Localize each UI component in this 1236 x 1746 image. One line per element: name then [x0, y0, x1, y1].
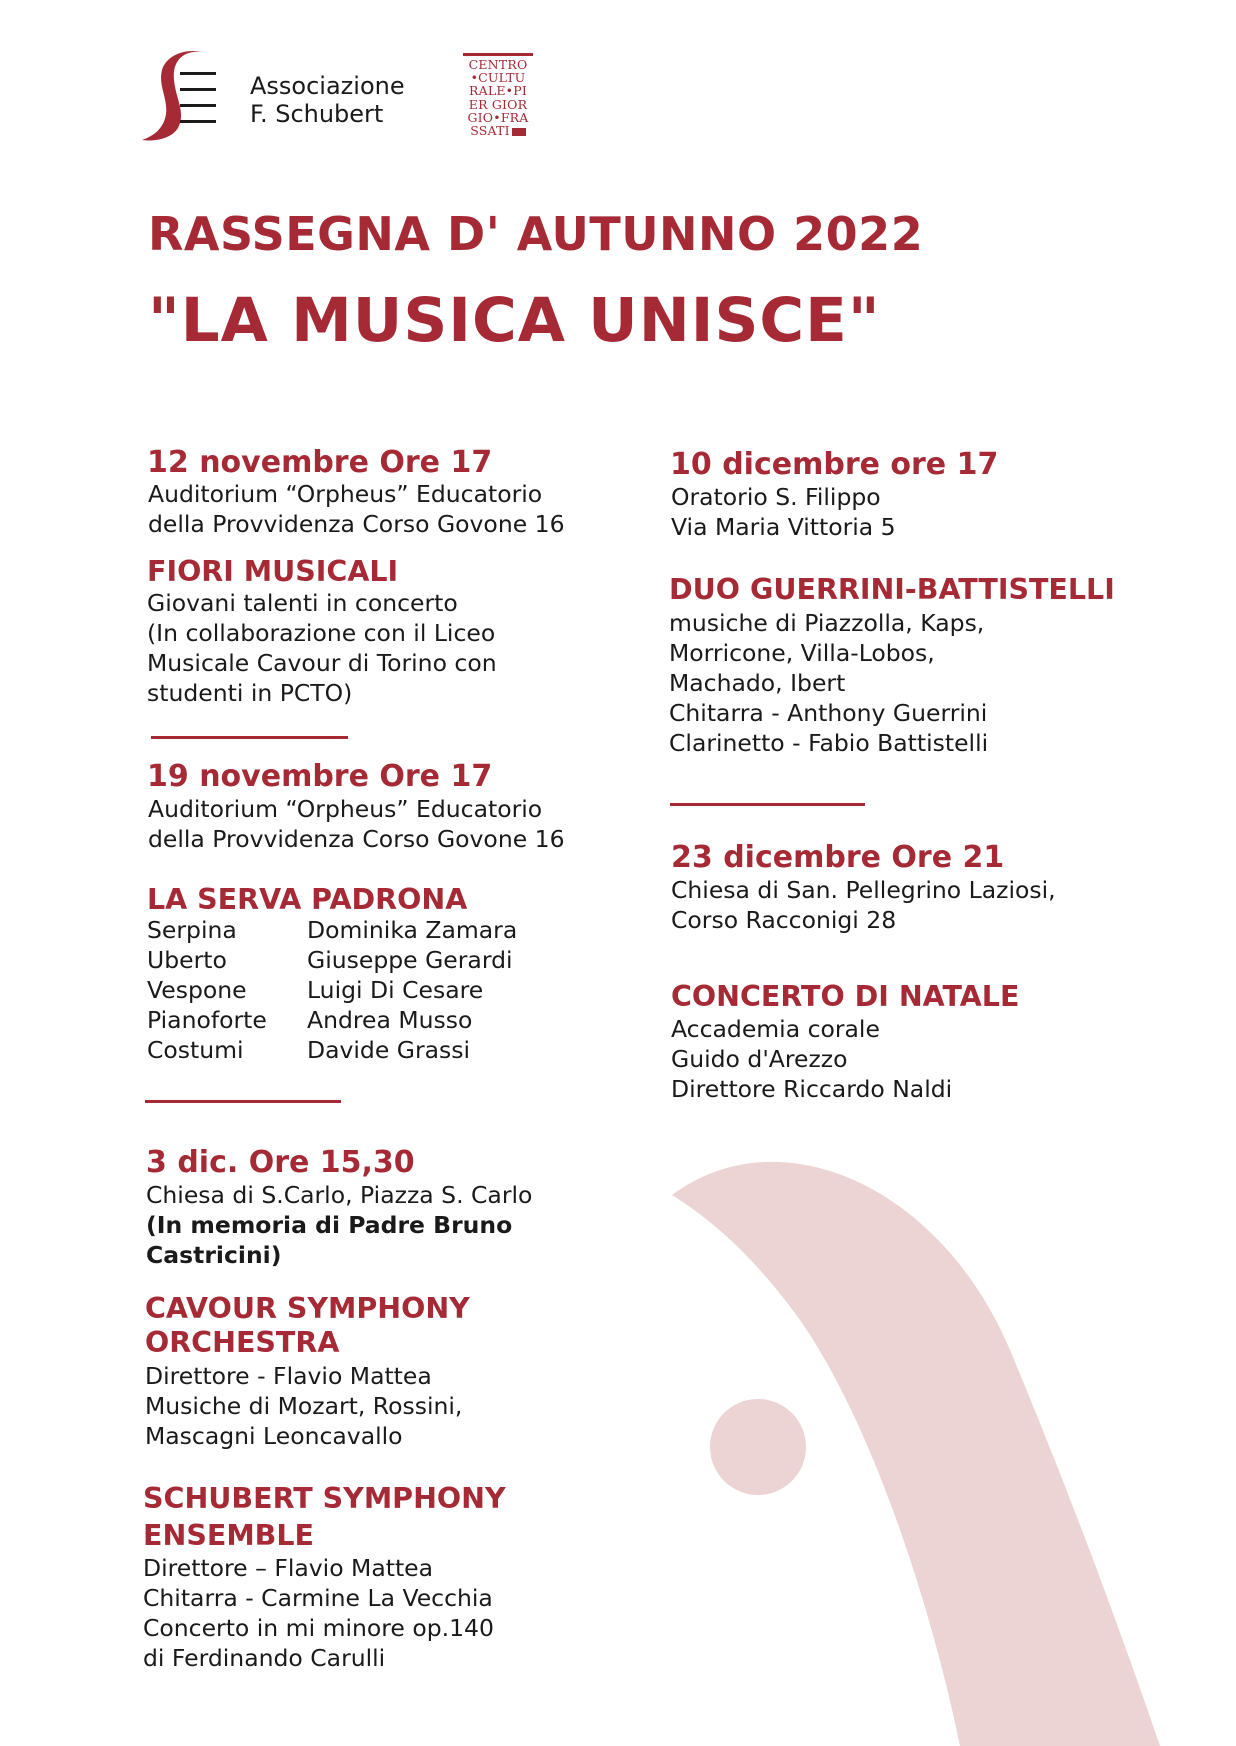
event-5-venue	[671, 875, 1056, 935]
venue-line: della Provvidenza Corso Govone 16	[148, 825, 565, 853]
event-4-venue	[671, 482, 896, 542]
detail-line: di Ferdinando Carulli	[143, 1644, 386, 1672]
divider	[670, 803, 865, 806]
event-2-title-block	[147, 883, 467, 917]
event-3-date: 3 dic. Ore 15,30	[146, 1145, 415, 1180]
cast-name: Luigi Di Cesare	[307, 976, 484, 1004]
cast-name: Davide Grassi	[307, 1036, 471, 1064]
cast-role: Vespone	[147, 976, 247, 1004]
detail-line: Direttore Riccardo Naldi	[671, 1075, 953, 1103]
centro-culturale-logo	[463, 53, 533, 143]
detail-line: musiche di Piazzolla, Kaps,	[669, 609, 985, 637]
cast-name: Andrea Musso	[307, 1006, 473, 1034]
centro-logo-mark-icon	[512, 128, 526, 136]
detail-line: Machado, Ibert	[669, 669, 846, 697]
detail-line: studenti in PCTO)	[147, 679, 353, 707]
cast-row	[147, 975, 517, 1005]
memorial-line: (In memoria di Padre Bruno	[146, 1211, 513, 1239]
event-5-title: CONCERTO DI NATALE	[671, 980, 1020, 1013]
event-1-details	[147, 588, 497, 708]
centro-logo-line: RALE•PI	[469, 83, 527, 99]
cast-row	[147, 945, 517, 975]
detail-line: Chitarra - Carmine La Vecchia	[143, 1584, 493, 1612]
venue-line: Auditorium “Orpheus” Educatorio	[148, 480, 543, 508]
page-subtitle: "LA MUSICA UNISCE"	[148, 285, 881, 356]
cast-name: Dominika Zamara	[307, 916, 518, 944]
event-2-cast	[147, 915, 517, 1065]
detail-line: Chitarra - Anthony Guerrini	[669, 699, 988, 727]
event-5-date-block	[671, 841, 1004, 875]
venue-line: Oratorio S. Filippo	[671, 483, 881, 511]
centro-logo-line: GIO•FRA	[467, 109, 529, 125]
venue-line: Via Maria Vittoria 5	[671, 513, 896, 541]
venue-line: Corso Racconigi 28	[671, 906, 897, 934]
event-4-title: DUO GUERRINI-BATTISTELLI	[669, 573, 1115, 606]
cast-name: Giuseppe Gerardi	[307, 946, 513, 974]
event-3-venue-block	[146, 1180, 532, 1270]
divider	[151, 736, 348, 739]
page-title: RASSEGNA D' AUTUNNO 2022	[148, 207, 924, 261]
event-5-title-block	[671, 980, 1019, 1014]
event-3-title1: CAVOUR SYMPHONY	[145, 1292, 470, 1325]
detail-line: Direttore - Flavio Mattea	[145, 1362, 432, 1390]
event-3-title2-block	[143, 1480, 506, 1554]
event-2-date: 19 novembre Ore 17	[147, 759, 493, 794]
centro-logo-line: ER GIOR	[468, 96, 528, 112]
detail-line: Concerto in mi minore op.140	[143, 1614, 494, 1642]
cast-role: Pianoforte	[147, 1006, 267, 1034]
cast-row	[147, 915, 517, 945]
venue-line: Chiesa di San. Pellegrino Laziosi,	[671, 876, 1056, 904]
event-3-date-block	[146, 1146, 415, 1180]
detail-line: Mascagni Leoncavallo	[145, 1422, 403, 1450]
detail-line: Giovani talenti in concerto	[147, 589, 458, 617]
event-2-title: LA SERVA PADRONA	[147, 883, 468, 916]
detail-line: (In collaborazione con il Liceo	[147, 619, 496, 647]
event-4-date-block	[670, 448, 998, 482]
association-name-line1: Associazione	[250, 72, 405, 100]
event-3-details2	[143, 1553, 494, 1673]
cast-row	[147, 1005, 517, 1035]
event-3-title1: ORCHESTRA	[145, 1326, 340, 1359]
detail-line: Musicale Cavour di Torino con	[147, 649, 497, 677]
cast-row	[147, 1035, 517, 1065]
event-date	[147, 446, 492, 480]
detail-line: Accademia corale	[671, 1015, 880, 1043]
centro-logo-line: •CULTU	[470, 70, 526, 86]
venue-line: della Provvidenza Corso Govone 16	[148, 510, 565, 538]
event-2-venue	[148, 794, 565, 854]
event-5-details	[671, 1014, 952, 1104]
event-1-venue	[148, 479, 565, 539]
cast-role: Costumi	[147, 1036, 244, 1064]
venue-line: Auditorium “Orpheus” Educatorio	[148, 795, 543, 823]
event-2-date-block	[147, 760, 492, 794]
divider	[145, 1100, 341, 1103]
cast-role: Serpina	[147, 916, 237, 944]
event-1-title: FIORI MUSICALI	[147, 555, 399, 588]
event-3-details1	[145, 1361, 462, 1451]
event-1-title-block	[147, 555, 398, 589]
detail-line: Morricone, Villa-Lobos,	[669, 639, 935, 667]
detail-line: Musiche di Mozart, Rossini,	[145, 1392, 463, 1420]
detail-line: Clarinetto - Fabio Battistelli	[669, 729, 989, 757]
event-3-title1-block	[145, 1292, 470, 1360]
cast-role: Uberto	[147, 946, 227, 974]
event-1-date: 12 novembre Ore 17	[147, 445, 493, 480]
event-4-details	[669, 608, 988, 758]
centro-logo-line: CENTRO	[468, 57, 528, 72]
association-schubert-logo-icon	[140, 48, 240, 144]
event-4-date: 10 dicembre ore 17	[670, 447, 999, 482]
association-name-line2: F. Schubert	[250, 100, 384, 128]
event-5-date: 23 dicembre Ore 21	[671, 840, 1005, 875]
event-3-title2: ENSEMBLE	[143, 1519, 315, 1552]
detail-line: Direttore – Flavio Mattea	[143, 1554, 434, 1582]
memorial-line: Castricini)	[146, 1241, 282, 1269]
venue-line: Chiesa di S.Carlo, Piazza S. Carlo	[146, 1181, 533, 1209]
event-3-title2: SCHUBERT SYMPHONY	[143, 1482, 506, 1515]
centro-logo-line: SSATI	[470, 123, 510, 139]
event-4-title-block	[669, 573, 1115, 607]
detail-line: Guido d'Arezzo	[671, 1045, 848, 1073]
